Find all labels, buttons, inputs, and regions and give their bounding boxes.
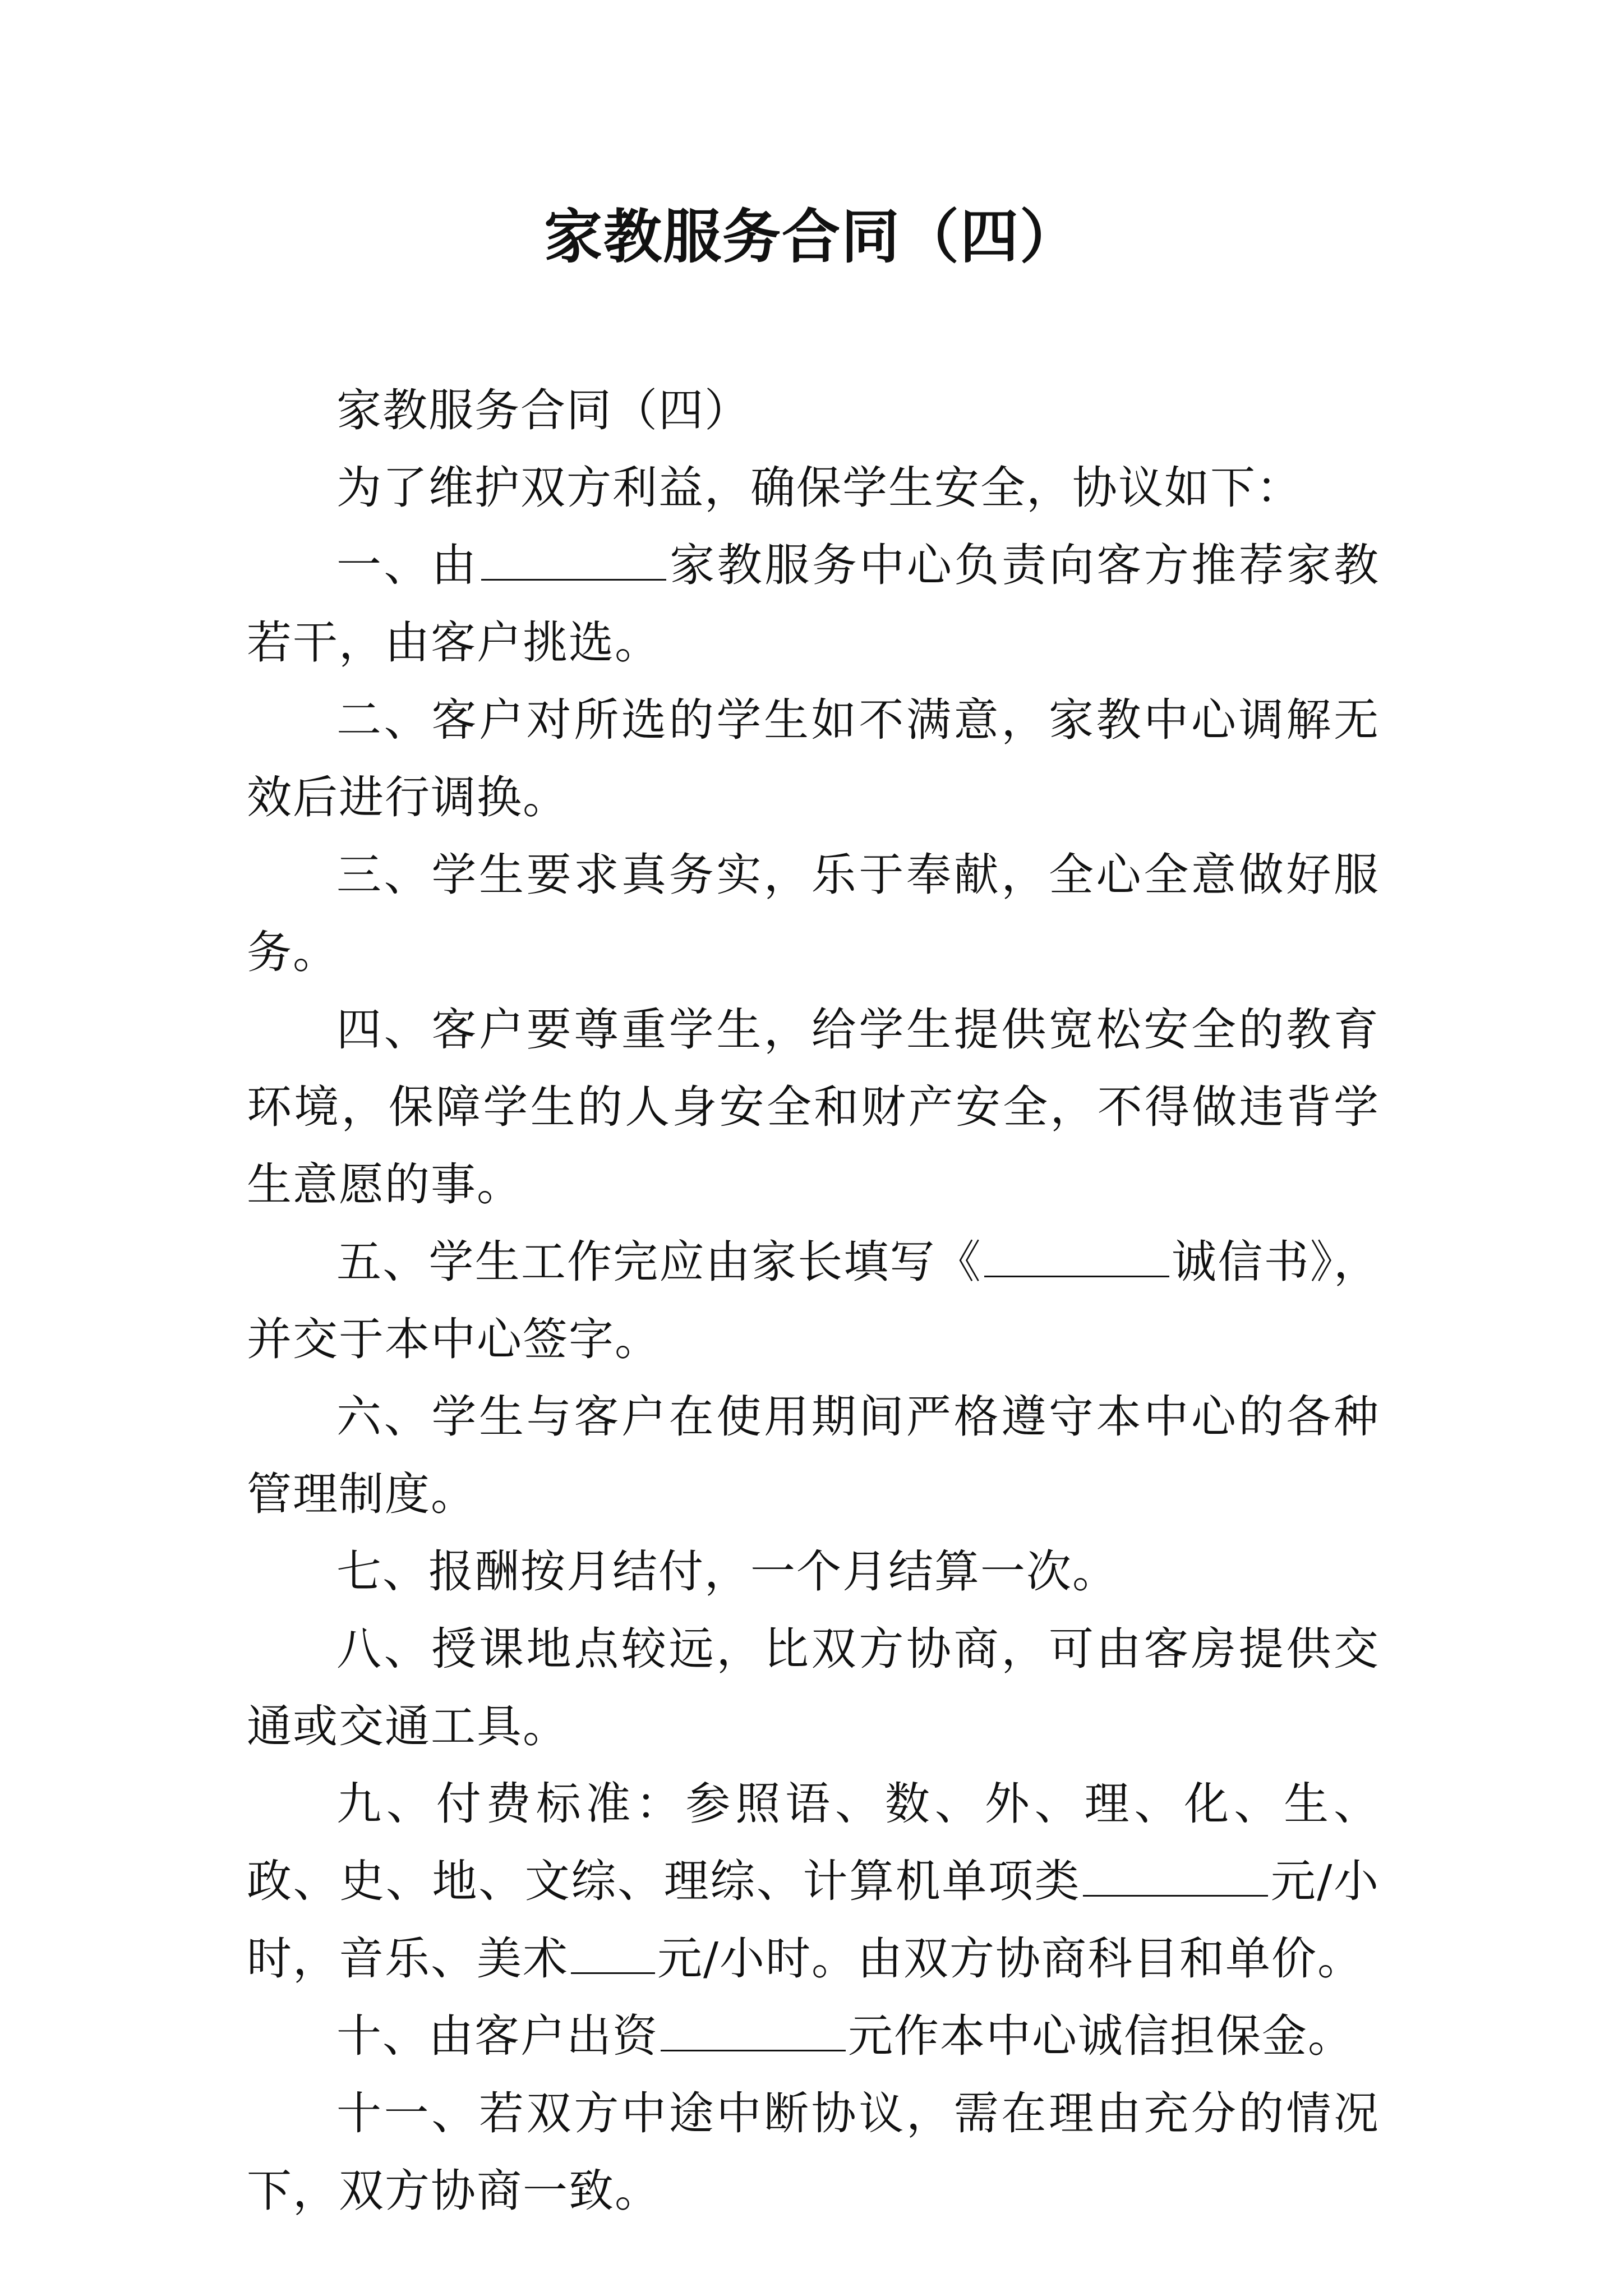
clause-3: 三、学生要求真务实，乐于奉献，全心全意做好服务。 — [247, 849, 1380, 978]
clause-9 — [247, 1765, 1380, 1998]
clause-7: 七、报酬按月结付，一个月结算一次。 — [336, 1545, 1118, 1598]
clause-11: 十一、若双方中途中断协议，需在理由充分的情况下，双方协商一致。 — [247, 2087, 1380, 2217]
fill-blank-letter-name[interactable] — [984, 1236, 1169, 1277]
clause-6: 六、学生与客户在使用期间严格遵守本中心的各种管理制度。 — [247, 1391, 1380, 1520]
clause-5 — [247, 1223, 1380, 1378]
clause-1-text-before: 一、由 — [336, 539, 479, 591]
document-title: 家教服务合同（四） — [543, 202, 1079, 271]
clause-5-text-after: 诚信书》，并交于本中心签字。 — [247, 1236, 1380, 1365]
clause-4: 四、客户要尊重学生，给学生提供宽松安全的教育环境，保障学生的人身安全和财产安全，不得做违背学生意愿的事。 — [247, 1004, 1380, 1211]
clause-2: 二、客户对所选的学生如不满意，家教中心调解无效后进行调换。 — [247, 694, 1380, 823]
paragraph-intro: 为了维护双方利益，确保学生安全，协议如下： — [336, 462, 1302, 514]
paragraph-heading: 家教服务合同（四） — [336, 384, 750, 436]
fill-blank-center-name[interactable] — [481, 540, 666, 581]
fill-blank-deposit-amount[interactable] — [661, 2010, 846, 2051]
clause-9-text-after: 元/小时。由双方协商科目和单价。 — [657, 1932, 1363, 1985]
clause-5-text-before: 五、学生工作完应由家长填写《 — [336, 1236, 982, 1288]
document-body — [247, 372, 1380, 2230]
clause-1 — [247, 527, 1380, 682]
fill-blank-art-rate[interactable] — [571, 1933, 655, 1974]
clause-10-text-after: 元作本中心诚信担保金。 — [848, 2010, 1354, 2062]
clause-1-text-after: 家教服务中心负责向客方推荐家教若干，由客户挑选。 — [247, 539, 1380, 669]
clause-10 — [247, 1998, 1380, 2075]
clause-8: 八、授课地点较远，比双方协商，可由客房提供交通或交通工具。 — [247, 1623, 1380, 1752]
fill-blank-subject-rate[interactable] — [1083, 1856, 1268, 1897]
clause-10-text-before: 十、由客户出资 — [336, 2010, 658, 2062]
clause-9-text-middle: 元/小时，音乐、美术 — [247, 1855, 1380, 1985]
clause-9-text-before: 九、付费标准：参照语、数、外、理、化、生、政、史、地、文综、理综、计算机单项类 — [247, 1778, 1380, 1907]
